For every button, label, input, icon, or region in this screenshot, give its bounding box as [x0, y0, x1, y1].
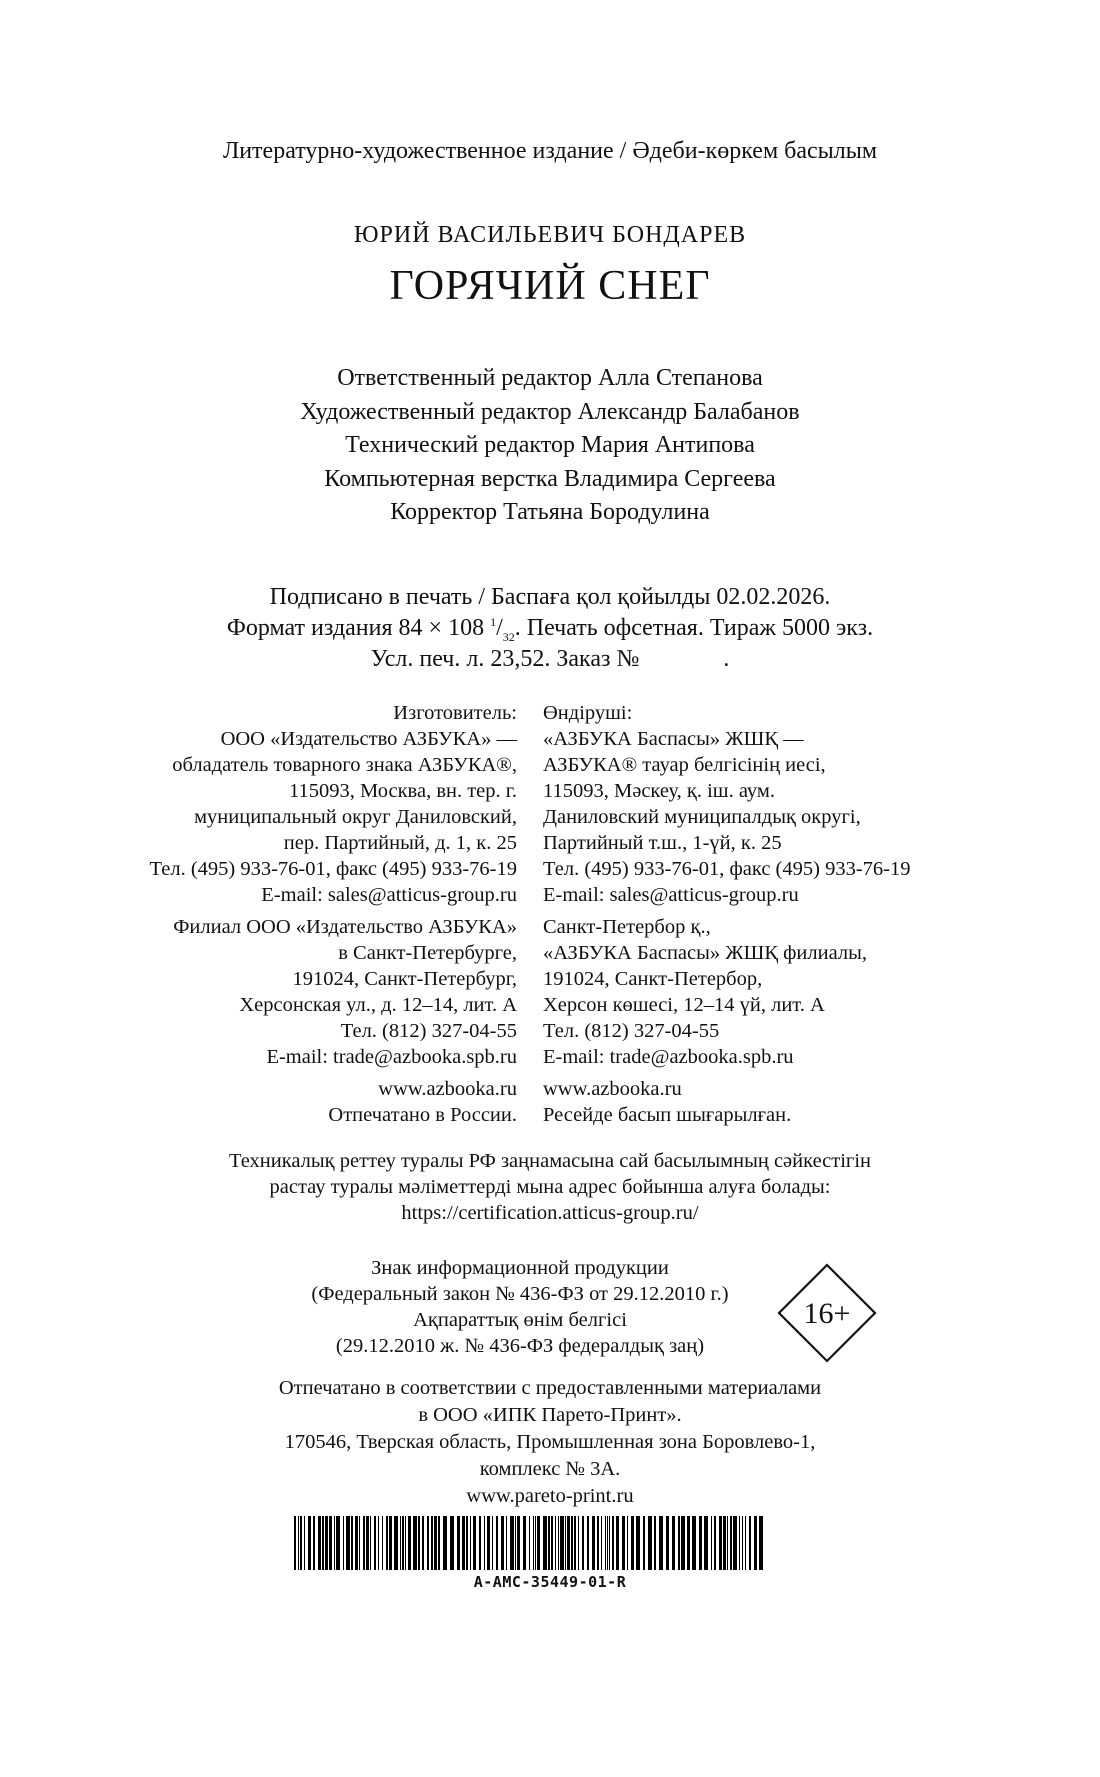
barcode-bar — [529, 1516, 530, 1570]
branch-kz — [543, 914, 911, 1070]
branch-kz-line: Тел. (812) 327-04-55 — [543, 1020, 720, 1042]
barcode-bar — [730, 1516, 732, 1570]
format-numerator: 1 — [490, 615, 497, 629]
manufacturer-ru-line: муниципальный округ Даниловский, — [194, 806, 517, 828]
info-sign-line: (29.12.2010 ж. № 436-ФЗ федералдық заң) — [335, 1335, 705, 1357]
printer-line: комплекс № 3А. — [479, 1458, 621, 1480]
info-sign-line: Ақпараттық өнім белгісі — [413, 1309, 627, 1331]
website-kz: www.azbooka.ru — [543, 1078, 682, 1100]
barcode-bar — [558, 1516, 559, 1570]
barcode-bar — [470, 1516, 471, 1570]
barcode-bar — [605, 1516, 606, 1570]
barcode-bar — [678, 1516, 680, 1570]
info-sign-line: (Федеральный закон № 436-ФЗ от 29.12.2010 г.) — [311, 1283, 729, 1305]
barcode-bar — [405, 1516, 406, 1570]
certification-url: https://certification.atticus-group.ru/ — [401, 1202, 699, 1224]
printer-line: 170546, Тверская область, Промышленная зона Боровлево-1, — [284, 1431, 816, 1453]
printer-website: www.pareto-print.ru — [466, 1485, 634, 1507]
barcode-bar — [574, 1516, 576, 1570]
barcode-bar — [346, 1516, 350, 1570]
barcode-bar — [496, 1516, 498, 1570]
barcode-bar — [363, 1516, 365, 1570]
manufacturer-ru — [150, 700, 518, 908]
signed-date: Подписано в печать / Баспаға қол қойылды 02.02.2026. — [269, 584, 831, 610]
barcode-bar — [359, 1516, 360, 1570]
barcode-bar — [517, 1516, 520, 1570]
barcode-bar — [325, 1516, 328, 1570]
barcode-bar — [386, 1516, 388, 1570]
barcode-bar — [413, 1516, 417, 1570]
barcode-bar — [749, 1516, 751, 1570]
branch-ru-line: в Санкт-Петербурге, — [338, 942, 517, 964]
barcode-bar — [601, 1516, 602, 1570]
format-suffix: . Печать офсетная. Тираж 5000 экз. — [514, 615, 874, 641]
barcode-bar — [631, 1516, 634, 1570]
barcode-bar — [597, 1516, 599, 1570]
barcode-bar — [382, 1516, 383, 1570]
branch-kz-line: Херсон көшесі, 12–14 үй, лит. А — [543, 994, 825, 1016]
barcode-bar — [571, 1516, 573, 1570]
barcode-bar — [318, 1516, 321, 1570]
barcode-bar — [457, 1516, 460, 1570]
barcode-bar — [759, 1516, 763, 1570]
barcode-bar — [523, 1516, 526, 1570]
barcode-bar — [719, 1516, 722, 1570]
barcode — [294, 1516, 764, 1570]
manufacturer-ru-line: обладатель товарного знака АЗБУКА®, — [172, 754, 517, 776]
barcode-bar — [506, 1516, 507, 1570]
barcode-bar — [733, 1516, 737, 1570]
branch-kz-line: «АЗБУКА Баспасы» ЖШҚ филиалы, — [543, 942, 867, 964]
barcode-bar — [304, 1516, 305, 1570]
printer-line: Отпечатано в соответствии с предоставленными материалами — [278, 1377, 822, 1399]
barcode-bar — [607, 1516, 608, 1570]
printer-info — [0, 1375, 1100, 1510]
barcode-bar — [754, 1516, 757, 1570]
barcode-bar — [492, 1516, 493, 1570]
barcode-bar — [308, 1516, 311, 1570]
barcode-bar — [560, 1516, 564, 1570]
barcode-bar — [487, 1516, 490, 1570]
manufacturer-ru-line: 115093, Москва, вн. тер. г. — [289, 780, 517, 802]
barcode-bar — [622, 1516, 625, 1570]
staff-line: Корректор Татьяна Бородулина — [390, 499, 710, 525]
manufacturer-ru-line: пер. Партийный, д. 1, к. 25 — [283, 832, 517, 854]
barcode-bar — [294, 1516, 296, 1570]
barcode-bar — [654, 1516, 656, 1570]
barcode-bar — [592, 1516, 595, 1570]
age-rating-badge — [777, 1263, 877, 1363]
publisher-column-ru — [150, 700, 518, 1128]
barcode-bar — [587, 1516, 589, 1570]
barcode-bar — [745, 1516, 746, 1570]
barcode-bar — [370, 1516, 371, 1570]
barcode-bar — [408, 1516, 411, 1570]
manufacturer-kz-line: «АЗБУКА Баспасы» ЖШҚ — — [543, 728, 804, 750]
barcode-bar — [336, 1516, 340, 1570]
barcode-bar — [648, 1516, 652, 1570]
barcode-bar — [462, 1516, 465, 1570]
barcode-bar — [400, 1516, 401, 1570]
barcode-bar — [582, 1516, 584, 1570]
barcode-bar — [466, 1516, 468, 1570]
barcode-bar — [484, 1516, 485, 1570]
branch-ru — [150, 914, 518, 1070]
staff-line: Технический редактор Мария Антипова — [345, 432, 755, 458]
barcode-bar — [394, 1516, 398, 1570]
branch-kz-line: Санкт-Петербор қ., — [543, 916, 711, 938]
staff-line: Компьютерная верстка Владимира Сергеева — [324, 465, 776, 492]
barcode-bar — [578, 1516, 579, 1570]
publisher-column-kz — [543, 700, 911, 1128]
barcode-bar — [479, 1516, 481, 1570]
author-name: ЮРИЙ ВАСИЛЬЕВИЧ БОНДАРЕВ — [353, 222, 747, 248]
barcode-bar — [334, 1516, 335, 1570]
manufacturer-kz-line: Партийный т.ш., 1-үй, к. 25 — [543, 832, 782, 854]
barcode-bar — [548, 1516, 550, 1570]
barcode-bar — [666, 1516, 669, 1570]
manufacturer-kz-email: E-mail: sales@atticus-group.ru — [543, 884, 799, 906]
barcode-bar — [418, 1516, 420, 1570]
barcode-bar — [378, 1516, 379, 1570]
barcode-bar — [727, 1516, 728, 1570]
format-line — [0, 613, 1100, 644]
barcode-bar — [742, 1516, 743, 1570]
web-ru — [150, 1076, 518, 1128]
barcode-bar — [402, 1516, 404, 1570]
manufacturer-kz-line: Даниловский муниципалдық округі, — [543, 806, 861, 828]
manufacturer-ru-email: E-mail: sales@atticus-group.ru — [261, 884, 517, 906]
barcode-bar — [643, 1516, 645, 1570]
certification-line: Техникалық реттеу туралы РФ заңнамасына сай басылымның сәйкестігін — [228, 1150, 872, 1172]
barcode-bar — [422, 1516, 424, 1570]
barcode-bar — [300, 1516, 302, 1570]
barcode-bar — [473, 1516, 476, 1570]
barcode-bar — [567, 1516, 570, 1570]
staff-credits — [0, 362, 1100, 530]
format-prefix: Формат издания 84 × 108 — [226, 615, 491, 641]
branch-ru-email: E-mail: trade@azbooka.spb.ru — [266, 1046, 517, 1068]
barcode-bar — [699, 1516, 702, 1570]
barcode-bar — [723, 1516, 726, 1570]
barcode-bar — [515, 1516, 516, 1570]
barcode-bar — [627, 1516, 628, 1570]
info-sign-line: Знак информационной продукции — [371, 1257, 669, 1279]
manufacturer-kz-line: 115093, Мәскеу, қ. іш. аум. — [543, 780, 775, 802]
printed-in-kz: Ресейде басып шығарылған. — [543, 1104, 792, 1126]
manufacturer-ru-line: Изготовитель: — [393, 702, 517, 724]
branch-ru-line: Херсонская ул., д. 12–14, лит. А — [239, 994, 517, 1016]
barcode-bar — [501, 1516, 504, 1570]
barcode-bar — [374, 1516, 376, 1570]
barcode-bar — [739, 1516, 740, 1570]
barcode-bar — [329, 1516, 332, 1570]
barcode-bar — [434, 1516, 437, 1570]
manufacturer-ru-line: Тел. (495) 933-76-01, факс (495) 933-76-19 — [149, 858, 517, 880]
barcode-bar — [298, 1516, 299, 1570]
print-info — [0, 582, 1100, 675]
manufacturer-kz-line: Өндіруші: — [543, 702, 633, 724]
format-slash: / — [496, 615, 503, 641]
barcode-bar — [672, 1516, 675, 1570]
branch-ru-line: Филиал ООО «Издательство АЗБУКА» — [173, 916, 517, 938]
printer-line: в ООО «ИПК Парето-Принт». — [418, 1404, 682, 1426]
printed-in-ru: Отпечатано в России. — [328, 1104, 517, 1126]
barcode-bar — [551, 1516, 553, 1570]
manufacturer-kz — [543, 700, 911, 908]
barcode-bar — [510, 1516, 514, 1570]
barcode-bar — [704, 1516, 708, 1570]
barcode-bar — [692, 1516, 696, 1570]
barcode-bar — [714, 1516, 716, 1570]
barcode-bar — [687, 1516, 690, 1570]
barcode-bar — [565, 1516, 566, 1570]
certification-note — [0, 1148, 1100, 1226]
barcode-bar — [543, 1516, 547, 1570]
barcode-bar — [389, 1516, 392, 1570]
barcode-bar — [612, 1516, 614, 1570]
certification-line: растау туралы мәліметтерді мына адрес бойынша алуға болады: — [269, 1176, 831, 1198]
barcode-bar — [431, 1516, 433, 1570]
barcode-bar — [636, 1516, 640, 1570]
branch-kz-email: E-mail: trade@azbooka.spb.ru — [543, 1046, 794, 1068]
barcode-bar — [659, 1516, 663, 1570]
barcode-bar — [555, 1516, 556, 1570]
barcode-bar — [438, 1516, 440, 1570]
branch-ru-line: Тел. (812) 327-04-55 — [340, 1020, 517, 1042]
barcode-bar — [533, 1516, 534, 1570]
barcode-bar — [616, 1516, 619, 1570]
barcode-bar — [355, 1516, 358, 1570]
barcode-bar — [351, 1516, 353, 1570]
barcode-bar — [343, 1516, 344, 1570]
barcode-bar — [427, 1516, 429, 1570]
book-title: ГОРЯЧИЙ СНЕГ — [389, 263, 711, 309]
staff-line: Художественный редактор Александр Балабанов — [300, 398, 800, 425]
barcode-bar — [609, 1516, 610, 1570]
web-kz — [543, 1076, 911, 1128]
barcode-bar — [450, 1516, 454, 1570]
age-rating-label: 16+ — [803, 1297, 851, 1330]
barcode-bar — [535, 1516, 536, 1570]
barcode-bar — [681, 1516, 685, 1570]
barcode-code: A-AMC-35449-01-R — [473, 1573, 627, 1591]
info-product-sign — [270, 1255, 770, 1359]
barcode-bar — [443, 1516, 447, 1570]
website-ru: www.azbooka.ru — [378, 1078, 517, 1100]
manufacturer-kz-line: АЗБУКА® тауар белгісінің иесі, — [543, 754, 826, 776]
staff-line: Ответственный редактор Алла Степанова — [337, 365, 763, 391]
genre-line: Литературно-художественное издание / Әдеби-көркем басылым — [222, 138, 878, 164]
barcode-bar — [537, 1516, 540, 1570]
barcode-bar — [322, 1516, 324, 1570]
barcode-bar — [313, 1516, 315, 1570]
manufacturer-ru-line: ООО «Издательство АЗБУКА» — — [220, 728, 517, 750]
barcode-bar — [366, 1516, 369, 1570]
branch-ru-line: 191024, Санкт-Петербург, — [292, 968, 517, 990]
format-denominator: 32 — [502, 629, 515, 644]
order-line: Усл. печ. л. 23,52. Заказ № . — [370, 646, 730, 672]
barcode-bar — [711, 1516, 712, 1570]
manufacturer-kz-line: Тел. (495) 933-76-01, факс (495) 933-76-19 — [543, 858, 911, 880]
branch-kz-line: 191024, Санкт-Петербор, — [543, 968, 763, 990]
